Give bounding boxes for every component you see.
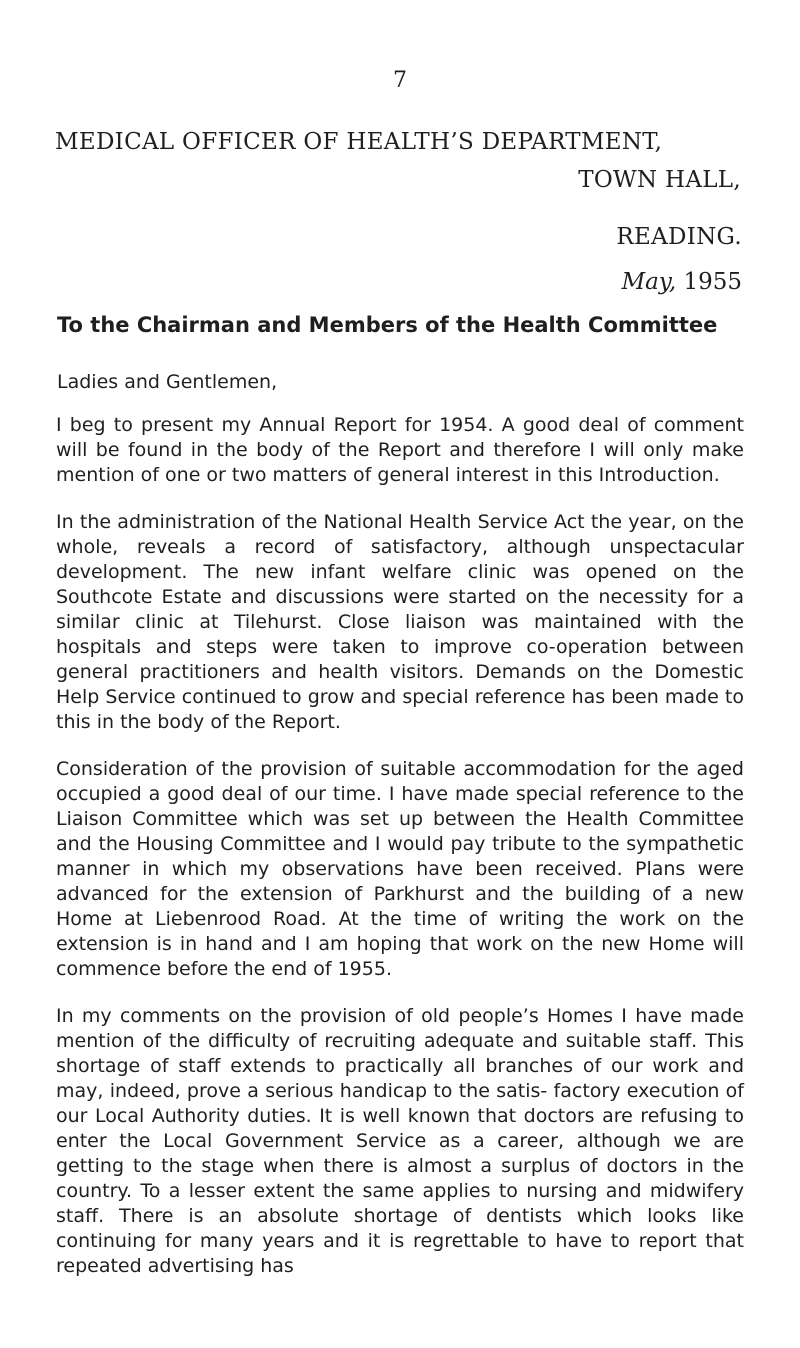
letter-date	[622, 268, 742, 296]
paragraph-accommodation-aged: Consideration of the provision of suitable accommodation for the aged occupied a good deal of our time. I have made special reference to the Liaison Committee which was set up between the Health Committee and the Housing Committee and I would pay tribute to the sympathetic manner in which my observations have been received. Plans were advanced for the extension of Parkhurst and the building of a new Home at Liebenrood Road. At the time of writing the work on the extension is in hand and I am hoping that work on the new Home will commence before the end of 1955.	[56, 758, 744, 980]
addressee-heading: To the Chairman and Members of the Health Committee	[57, 313, 718, 337]
page-number: 7	[393, 68, 407, 93]
paragraph-introduction: I beg to present my Annual Report for 1954. A good deal of comment will be found in the body of the Report and therefore I will only make mention of one or two matters of general interest in this Introduction.	[56, 414, 744, 486]
address-line-town-hall: TOWN HALL,	[578, 167, 741, 193]
date-month: May,	[621, 269, 677, 295]
date-year: 1955	[683, 269, 742, 295]
salutation: Ladies and Gentlemen,	[57, 371, 278, 393]
paragraph-national-health-service: In the administration of the National Health Service Act the year, on the whole, reveals a record of satisfactory, although unspectacular development. The new infant welfare clinic was opened on the Southcote Estate and discussions were started on the necessity for a similar clinic at Tilehurst. Close liaison was maintained with the hospitals and steps were taken to improve co-operation between general practitioners and health visitors. Demands on the Domestic Help Service continued to grow and special reference has been made to this in the body of the Report.	[56, 511, 744, 733]
department-heading: MEDICAL OFFICER OF HEALTH’S DEPARTMENT,	[55, 129, 663, 155]
paragraph-staff-shortage: In my comments on the provision of old people’s Homes I have made mention of the difficulty of recruiting adequate and suitable staff. This shortage of staff extends to practically all branches of our work and may, indeed, prove a serious handicap to the satis- factory execution of our Local Authority duties. It is well known that doctors are refusing to enter the Local Government Service as a career, although we are getting to the stage when there is almost a surplus of doctors in the country. To a lesser extent the same applies to nursing and midwifery staff. There is an absolute shortage of dentists which looks like continuing for many years and it is regrettable to have to report that repeated advertising has	[56, 1005, 744, 1277]
letter-body	[56, 356, 744, 1279]
address-line-city: READING.	[616, 224, 742, 250]
